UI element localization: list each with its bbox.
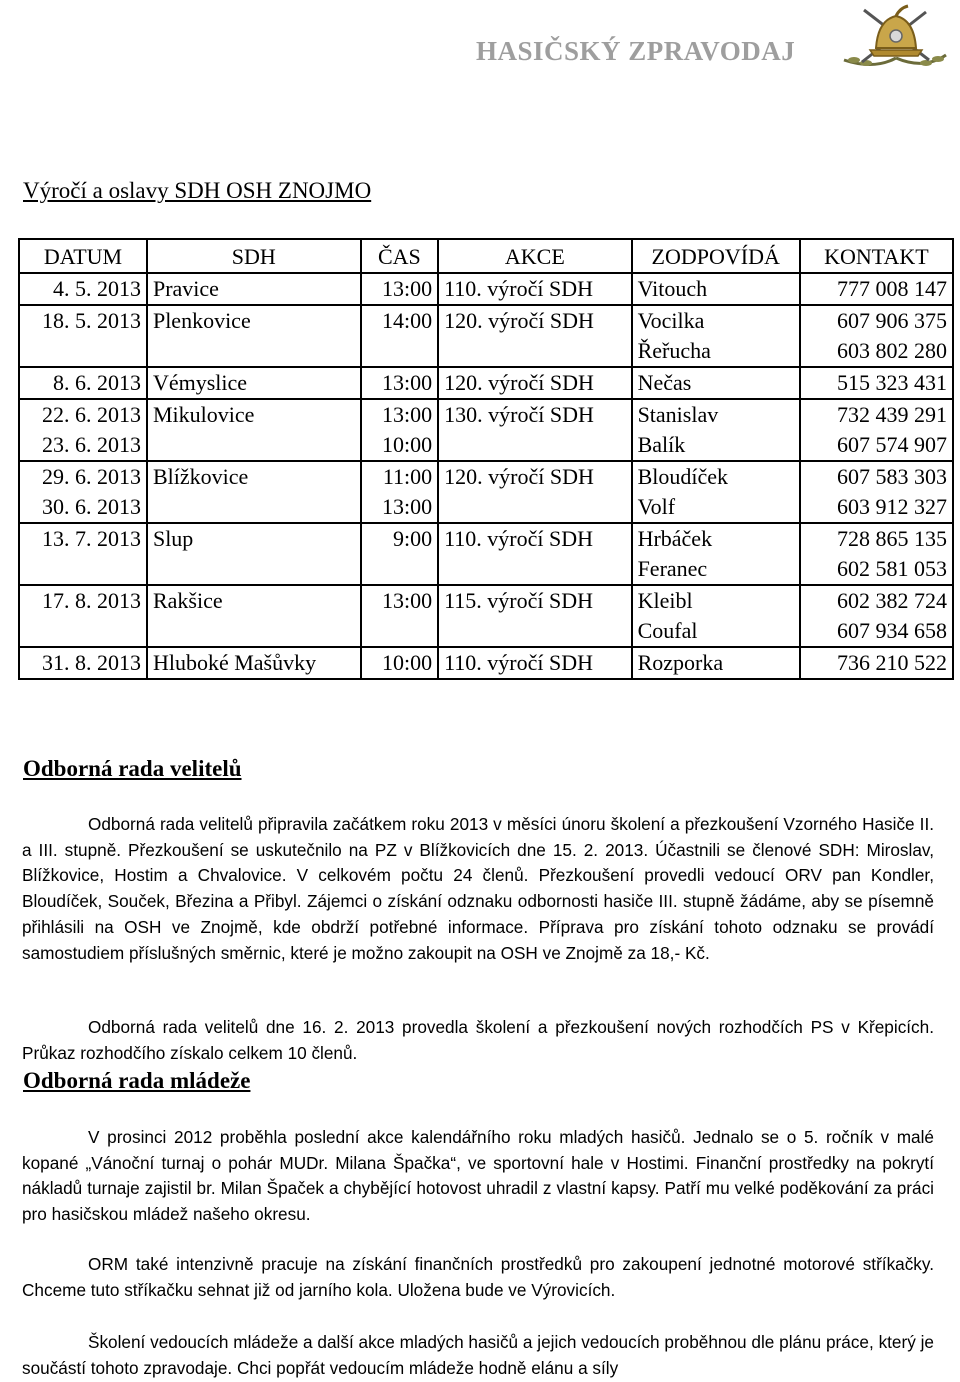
cell-kontakt (800, 461, 953, 523)
cell-kontakt-line: 732 439 291 (837, 402, 947, 427)
cell-cas-line: 14:00 (382, 308, 433, 333)
table-row (19, 461, 953, 523)
cell-kontakt-line: 728 865 135 (837, 526, 947, 551)
cell-zodpovida (632, 461, 800, 523)
cell-kontakt (800, 647, 953, 679)
cell-zodpovida-line: Balík (637, 432, 686, 457)
cell-cas-line: 13:00 (382, 276, 433, 301)
cell-cas (361, 461, 439, 523)
cell-kontakt (800, 273, 953, 305)
cell-cas (361, 273, 439, 305)
cell-datum (19, 367, 147, 399)
cell-sdh: Hluboké Mašůvky (147, 647, 361, 679)
cell-datum (19, 523, 147, 585)
cell-zodpovida (632, 273, 800, 305)
table-row (19, 585, 953, 647)
cell-kontakt-line: 602 382 724 (837, 588, 947, 613)
cell-cas-line: 9:00 (393, 526, 433, 551)
cell-kontakt (800, 523, 953, 585)
cell-datum (19, 305, 147, 367)
cell-kontakt-line: 603 912 327 (837, 494, 947, 519)
cell-sdh: Mikulovice (147, 399, 361, 461)
cell-datum-line: 4. 5. 2013 (52, 276, 141, 301)
cell-akce: 120. výročí SDH (438, 305, 631, 367)
cell-kontakt-line: 607 583 303 (837, 464, 947, 489)
cell-zodpovida (632, 305, 800, 367)
cell-datum (19, 585, 147, 647)
table-row (19, 273, 953, 305)
cell-cas-line: 10:00 (382, 650, 433, 675)
cell-zodpovida-line: Vocilka (637, 308, 705, 333)
cell-datum-line: 18. 5. 2013 (41, 308, 141, 333)
paragraph-mladeze-1: V prosinci 2012 proběhla poslední akce kalendářního roku mladých hasičů. Jednalo se o 5. ročník v malé kopané „Vánoční turnaj o pohár MUDr. Milana Špačka“, ve sportovní hale v Hostimi. Finanční prostředky na pokrytí nákladů turnaje zajistil br. Milan Špaček a chybějící hotovost uhradil z vlastní kapsy. Patří mu velké poděkování za práci pro hasičskou mládež našeho okresu. (22, 1127, 934, 1225)
cell-zodpovida-line: Bloudíček (637, 464, 728, 489)
cell-cas (361, 585, 439, 647)
cell-zodpovida-line: Stanislav (637, 402, 719, 427)
cell-sdh: Rakšice (147, 585, 361, 647)
cell-sdh: Plenkovice (147, 305, 361, 367)
cell-datum (19, 273, 147, 305)
firefighter-helmet-emblem (834, 0, 954, 72)
paragraph-mladeze-3: Školení vedoucích mládeže a další akce mladých hasičů a jejich vedoucích proběhnou dle plánu práce, který je součástí tohoto zpravodaje. Chci popřát vedoucím mládeže hodně elánu a síly (22, 1332, 934, 1378)
section-title-mladeze: Odborná rada mládeže (23, 1068, 251, 1093)
column-header-datum: DATUM (19, 239, 147, 273)
paragraph-velitelu-1: Odborná rada velitelů připravila začátkem roku 2013 v měsíci únoru školení a přezkoušení Vzorného Hasiče II. a III. stupně. Přezkoušení se uskutečnilo na PZ v Blížkovicích dne 15. 2. 2013. Účastnili se členové SDH: Miroslav, Blížkovice, Hostim a Chvalovice. V celkovém počtu 24 členů. Přezkoušení provedli vedoucí ORV pan Kondler, Bloudíček, Souček, Březina a Přibyl. Zájemci o získání odznaku odbornosti hasiče III. stupně žádáme, aby se písemně přihlásili na OSH ve Znojmě, kde obdrží potřebné informace. Příprava pro získání tohoto odznaku se provádí samostudiem příslušných směrnic, které je možno zakoupit na OSH ve Znojmě za 18,- Kč. (22, 814, 934, 963)
cell-datum-line: 17. 8. 2013 (41, 588, 141, 613)
cell-datum-line: 23. 6. 2013 (41, 432, 141, 457)
cell-cas-line: 13:00 (382, 494, 433, 519)
cell-datum (19, 399, 147, 461)
cell-kontakt-line: 607 934 658 (837, 618, 947, 643)
paragraph-velitelu-2: Odborná rada velitelů dne 16. 2. 2013 provedla školení a přezkoušení nových rozhodčích PS v Křepicích. Průkaz rozhodčího získalo celkem 10 členů. (22, 1017, 934, 1063)
cell-akce: 110. výročí SDH (438, 273, 631, 305)
cell-cas-line: 10:00 (382, 432, 433, 457)
cell-kontakt-line: 736 210 522 (837, 650, 947, 675)
cell-zodpovida-line: Hrbáček (637, 526, 713, 551)
cell-zodpovida-line: Coufal (637, 618, 698, 643)
table-row (19, 523, 953, 585)
main-title: Výročí a oslavy SDH OSH ZNOJMO (23, 178, 372, 203)
cell-kontakt (800, 399, 953, 461)
cell-cas (361, 523, 439, 585)
cell-cas (361, 305, 439, 367)
column-header-sdh: SDH (147, 239, 361, 273)
column-header-zodpovida: ZODPOVÍDÁ (632, 239, 800, 273)
cell-akce: 110. výročí SDH (438, 647, 631, 679)
cell-datum-line: 22. 6. 2013 (41, 402, 141, 427)
cell-akce: 120. výročí SDH (438, 367, 631, 399)
cell-kontakt-line: 602 581 053 (837, 556, 947, 581)
cell-zodpovida (632, 399, 800, 461)
cell-akce: 115. výročí SDH (438, 585, 631, 647)
cell-zodpovida-line: Feranec (637, 556, 708, 581)
column-header-cas: ČAS (361, 239, 439, 273)
cell-datum-line: 30. 6. 2013 (41, 494, 141, 519)
cell-akce: 120. výročí SDH (438, 461, 631, 523)
cell-zodpovida-line: Rozporka (637, 650, 724, 675)
cell-cas (361, 367, 439, 399)
paragraph-mladeze-2: ORM také intenzivně pracuje na získání finančních prostředků pro zakoupení jednotné motorové stříkačky. Chceme tuto stříkačku sehnat již od jarního kola. Uložena bude ve Výrovicích. (22, 1254, 934, 1300)
cell-cas-line: 13:00 (382, 370, 433, 395)
cell-sdh: Slup (147, 523, 361, 585)
cell-kontakt (800, 305, 953, 367)
cell-sdh: Blížkovice (147, 461, 361, 523)
cell-datum-line: 31. 8. 2013 (41, 650, 141, 675)
cell-zodpovida-line: Volf (637, 494, 676, 519)
cell-kontakt-line: 777 008 147 (837, 276, 947, 301)
table-row (19, 367, 953, 399)
cell-cas-line: 13:00 (382, 588, 433, 613)
cell-datum (19, 461, 147, 523)
cell-zodpovida-line: Nečas (637, 370, 692, 395)
cell-cas (361, 647, 439, 679)
cell-zodpovida (632, 523, 800, 585)
cell-zodpovida-line: Vitouch (637, 276, 708, 301)
cell-zodpovida (632, 367, 800, 399)
cell-zodpovida (632, 585, 800, 647)
events-table (18, 238, 954, 680)
cell-kontakt-line: 607 906 375 (837, 308, 947, 333)
cell-datum-line: 29. 6. 2013 (41, 464, 141, 489)
cell-kontakt-line: 603 802 280 (837, 338, 947, 363)
table-header-row (19, 239, 953, 273)
table-row (19, 647, 953, 679)
cell-datum (19, 647, 147, 679)
cell-sdh: Pravice (147, 273, 361, 305)
cell-datum-line: 13. 7. 2013 (41, 526, 141, 551)
section-title-velitelu: Odborná rada velitelů (23, 756, 242, 781)
cell-cas-line: 11:00 (382, 464, 433, 489)
column-header-kontakt: KONTAKT (800, 239, 953, 273)
cell-zodpovida-line: Kleibl (637, 588, 693, 613)
cell-sdh: Vémyslice (147, 367, 361, 399)
cell-akce: 130. výročí SDH (438, 399, 631, 461)
cell-zodpovida (632, 647, 800, 679)
cell-kontakt-line: 607 574 907 (837, 432, 947, 457)
table-row (19, 305, 953, 367)
cell-akce: 110. výročí SDH (438, 523, 631, 585)
cell-datum-line: 8. 6. 2013 (52, 370, 141, 395)
cell-kontakt (800, 367, 953, 399)
cell-kontakt (800, 585, 953, 647)
table-row (19, 399, 953, 461)
column-header-akce: AKCE (438, 239, 631, 273)
table-body (19, 273, 953, 679)
cell-zodpovida-line: Řeřucha (637, 338, 711, 363)
cell-kontakt-line: 515 323 431 (837, 370, 947, 395)
cell-cas (361, 399, 439, 461)
cell-cas-line: 13:00 (382, 402, 433, 427)
masthead-title: HASIČSKÝ ZPRAVODAJ (476, 36, 796, 66)
